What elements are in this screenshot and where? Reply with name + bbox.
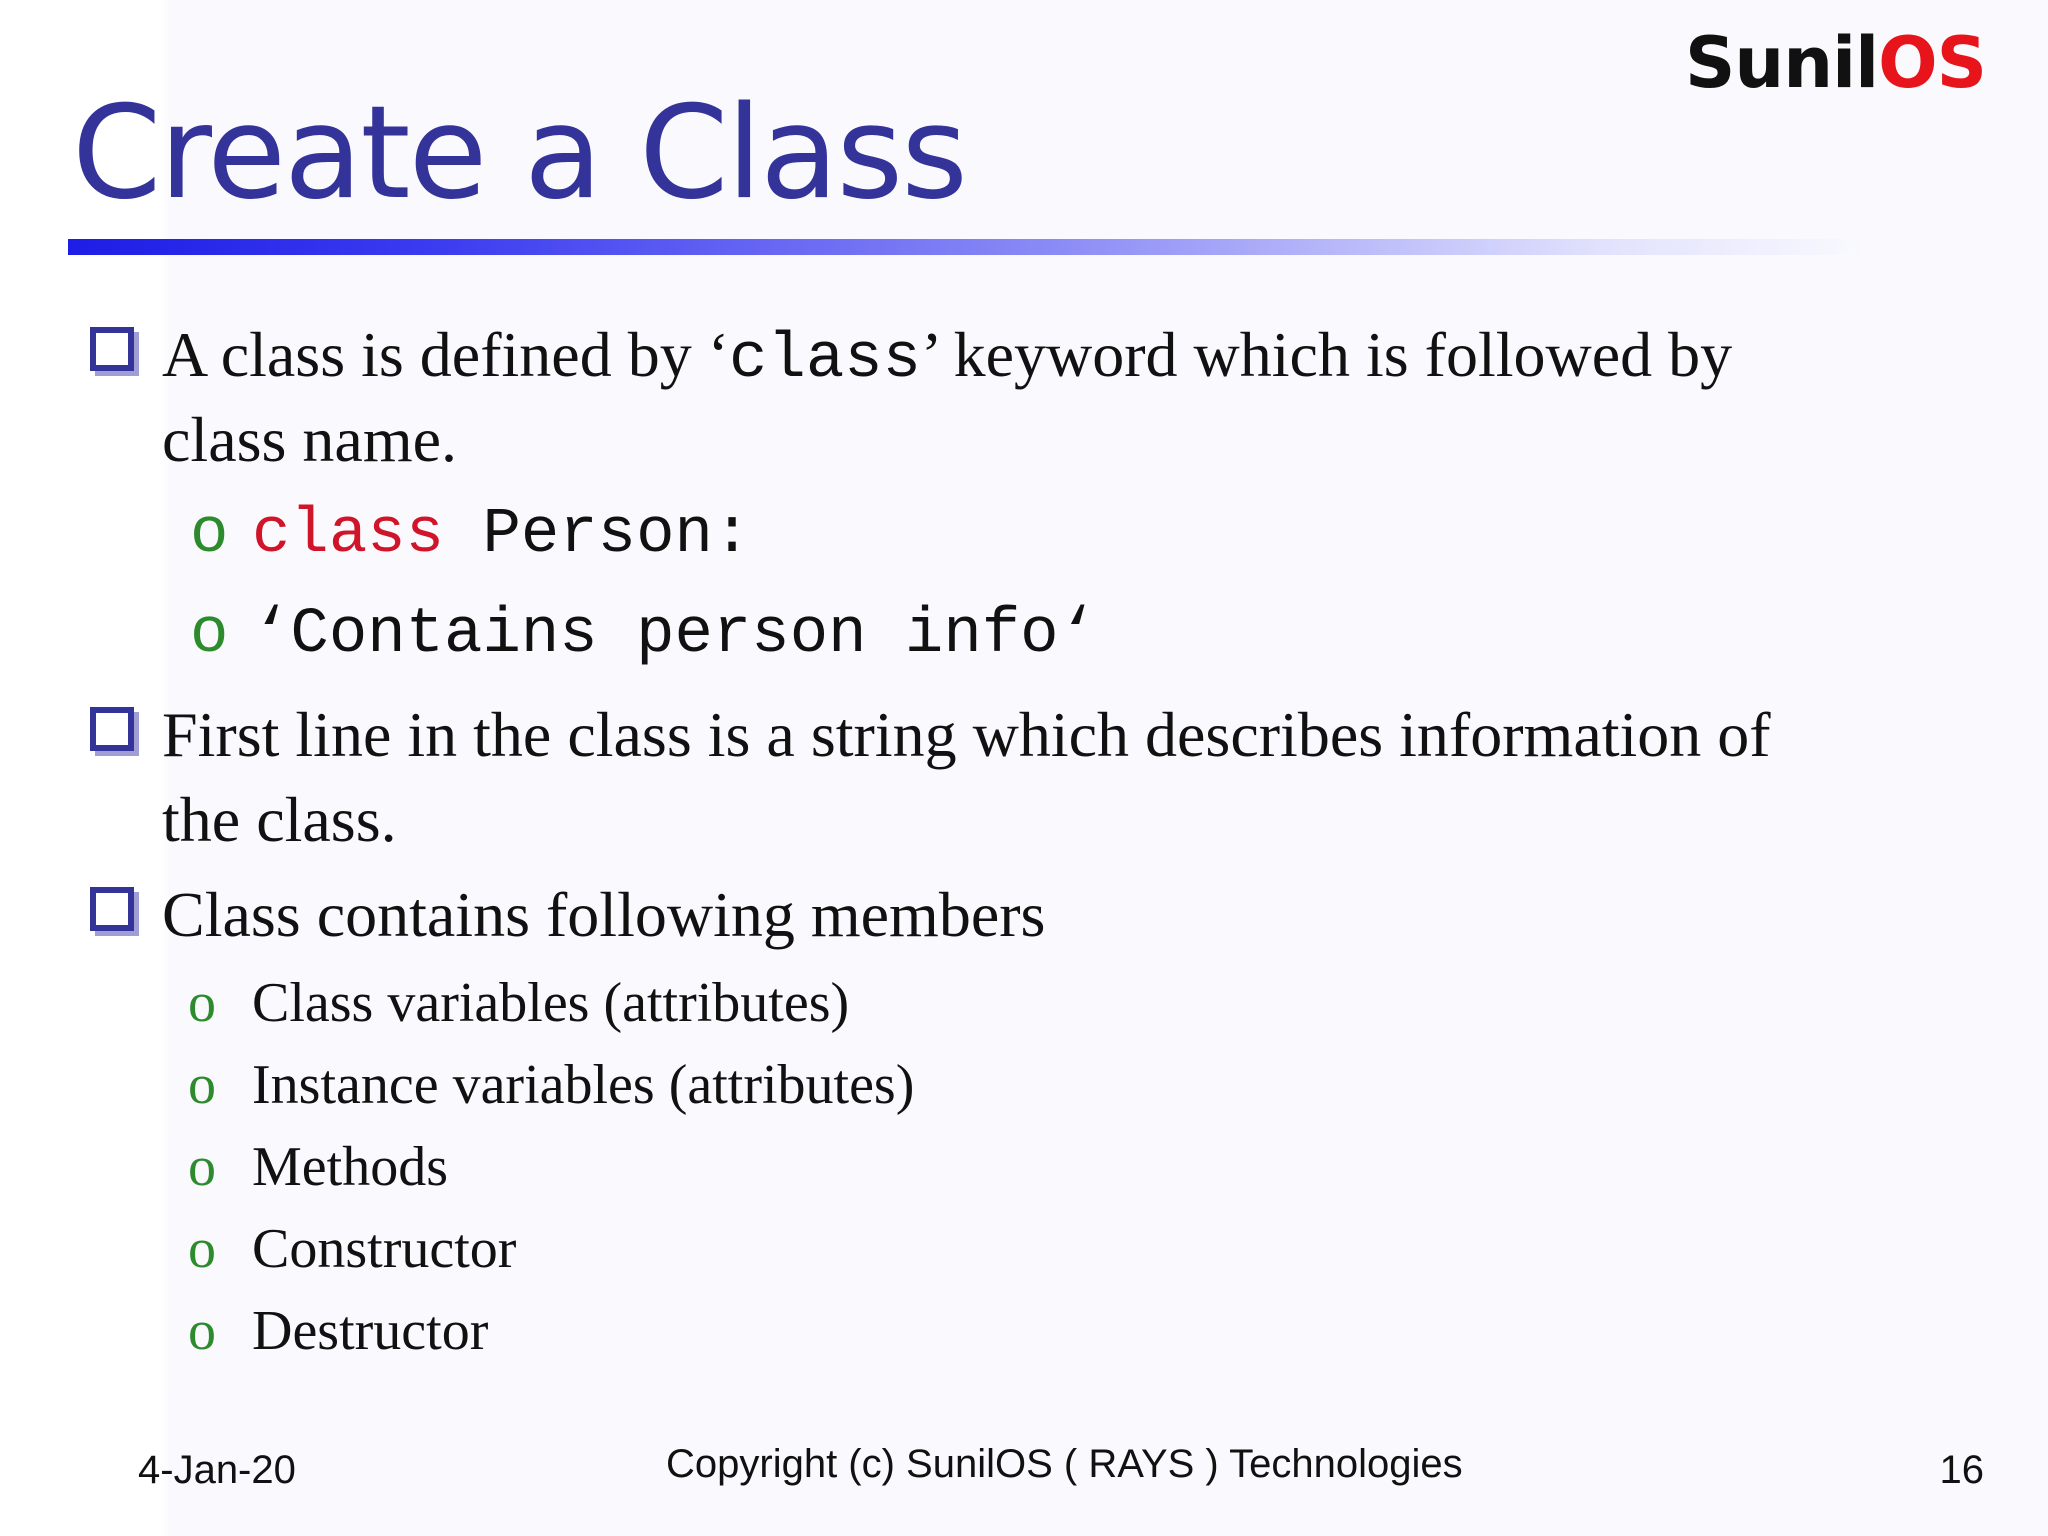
square-bullet-icon (90, 327, 134, 371)
square-bullet-icon (90, 887, 134, 931)
bullet-1-text-pre: A class is defined by ‘ (162, 319, 729, 390)
circle-bullet-icon: o (188, 972, 216, 1034)
member-item (188, 1209, 516, 1289)
title-underline (68, 239, 1876, 255)
circle-bullet-icon: o (188, 1300, 216, 1362)
page-number: 16 (1939, 1448, 1984, 1492)
footer-copyright: Copyright (c) SunilOS ( RAYS ) Technologies (666, 1442, 1463, 1486)
bullet-1-line-2: class name. (162, 404, 457, 475)
code-keyword-class: class (252, 499, 445, 571)
member-item (188, 963, 849, 1043)
code-docstring: ‘Contains person info‘ (252, 599, 1097, 671)
bullet-2-line-2: the class. (162, 784, 397, 855)
member-label: Methods (252, 1136, 448, 1198)
square-bullet-icon (90, 707, 134, 751)
circle-bullet-icon: o (188, 1054, 216, 1116)
member-label: Class variables (attributes) (252, 972, 850, 1034)
bullet-1-text-post: ’ keyword which is followed by (921, 319, 1733, 390)
sunilos-logo (1685, 22, 1986, 104)
member-item (188, 1045, 914, 1125)
logo-text-os: OS (1878, 22, 1986, 104)
code-class-name: Person: (444, 499, 752, 571)
member-item (188, 1127, 448, 1207)
bullet-2-line-1: First line in the class is a string which describes information of (162, 699, 1771, 770)
code-line-docstring (190, 590, 1097, 680)
bullet-3-line-1: Class contains following members (162, 879, 1046, 950)
circle-bullet-icon: o (190, 499, 229, 571)
member-item (188, 1291, 488, 1371)
footer-date: 4-Jan-20 (138, 1448, 296, 1492)
circle-bullet-icon: o (188, 1136, 216, 1198)
bullet-1-line-1 (162, 312, 1732, 403)
bullet-1-code-keyword: class (729, 324, 922, 396)
member-label: Constructor (252, 1218, 517, 1280)
circle-bullet-icon: o (188, 1218, 216, 1280)
circle-bullet-icon: o (190, 599, 229, 671)
slide-title: Create a Class (72, 79, 966, 228)
member-label: Instance variables (attributes) (252, 1054, 915, 1116)
member-label: Destructor (252, 1300, 489, 1362)
code-line-class-person (190, 490, 751, 580)
logo-text-sunil: Sunil (1685, 22, 1879, 104)
